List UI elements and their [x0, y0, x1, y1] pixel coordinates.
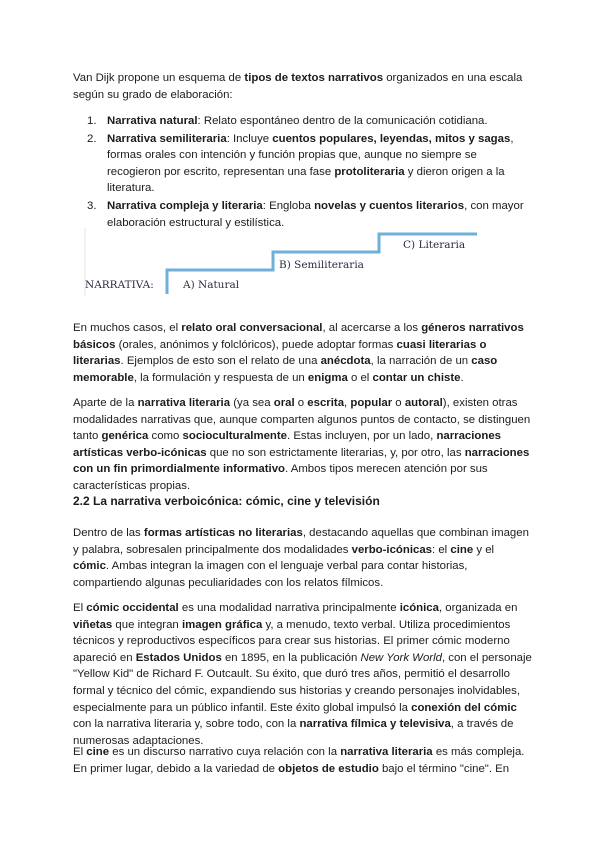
list-number: 2. — [87, 132, 97, 145]
bold-term: tipos de textos narrativos — [244, 72, 384, 84]
text-run: , destacando aquellas que combinan imagen y palabra, sobresalen principalmente dos modalidades — [73, 527, 529, 556]
list-number: 1. — [87, 115, 97, 127]
text-run: : Engloba — [262, 199, 315, 212]
text-run: en 1895, en la publicación — [221, 651, 361, 664]
bold-term: caso memorable — [73, 355, 498, 384]
bold-term: novelas y cuentos literarios — [314, 199, 465, 212]
text-run: que no son estrictamente literarias, y, por otro, las — [206, 446, 465, 459]
text-run: con la narrativa literaria y, sobre todo, con la — [73, 718, 300, 731]
bold-term: escrita — [307, 397, 345, 409]
text-run: : el — [432, 543, 451, 556]
text-run: (orales, anónimos y folclóricos), puede adoptar formas — [115, 338, 397, 351]
bold-term: narraciones con un fin primordialmente informativo — [73, 446, 530, 476]
text-run: , formas orales con intención y función propias que, aunque no siempre se recogieron por escrito, representan una fase — [107, 132, 514, 178]
text-run: , organizada en — [438, 602, 518, 614]
bold-term: Narrativa semiliteraria — [107, 132, 227, 145]
figure-prefix-label: NARRATIVA: — [85, 279, 154, 291]
bold-term: cuentos populares, leyendas, mitos y sagas — [272, 132, 511, 145]
text-run: organizados en una escala según su grado de elaboración: — [73, 72, 523, 101]
paragraph-other-modalities — [73, 395, 533, 495]
bold-term: narrativa literaria — [137, 397, 231, 409]
step-semiliteraria-label: B) Semiliteraria — [279, 259, 364, 271]
text-run: El — [73, 602, 87, 614]
bold-term: anécdota — [320, 355, 371, 368]
step-literaria-label: C) Literaria — [403, 239, 466, 251]
bold-term: cuasi literarias o literarias — [73, 338, 487, 368]
bold-term: narrativa fílmica y televisiva — [299, 718, 451, 731]
text-run: : Incluye — [226, 132, 273, 145]
bold-term: autoral — [404, 397, 443, 409]
narrative-types-list — [73, 113, 533, 232]
paragraph-oral-narrative — [73, 320, 533, 386]
text-run: es un discurso narrativo cuya relación con la — [109, 746, 341, 758]
bold-term: icónica — [399, 602, 439, 614]
text-run: El — [73, 746, 87, 758]
bold-term: objetos de estudio — [278, 762, 379, 775]
bold-term: géneros narrativos básicos — [73, 322, 524, 351]
text-run: En muchos casos, el — [73, 322, 182, 334]
bold-term: cómic — [73, 560, 106, 573]
text-run: o — [294, 397, 308, 409]
text-run: Van Dijk propone un esquema de — [73, 72, 245, 84]
bold-term: Narrativa natural — [107, 115, 198, 127]
bold-term: cómic occidental — [86, 602, 179, 614]
bold-term: enigma — [307, 371, 348, 384]
bold-term: formas artísticas no literarias — [143, 527, 303, 539]
bold-term: cine — [86, 746, 110, 758]
intro-paragraph — [73, 70, 533, 103]
text-run: . Estas incluyen, por un lado, — [287, 430, 437, 443]
text-run: . — [460, 371, 464, 384]
text-run: bajo el término "cine". En — [378, 762, 510, 775]
paragraph-cinema — [73, 744, 533, 777]
bold-term: Narrativa compleja y literaria — [107, 199, 263, 212]
list-text — [107, 115, 488, 127]
text-run: (ya sea — [230, 397, 274, 409]
text-run: o — [392, 397, 405, 409]
narrative-scale-figure — [81, 222, 481, 302]
text-run: : Relato espontáneo dentro de la comunicación cotidiana. — [197, 115, 488, 127]
bold-term: cine — [450, 543, 474, 556]
italic-term: New York World — [360, 651, 442, 664]
bold-term: verbo-icónicas — [351, 543, 433, 556]
text-run: y, a menudo, texto verbal. Utiliza procedimientos técnicos y reproductivos específicos para crear sus historias. El primer cómic moderno apareció en — [73, 618, 511, 664]
text-run: Aparte de la — [73, 397, 138, 409]
bold-term: imagen gráfica — [181, 618, 263, 631]
text-run: y dieron origen a la literatura. — [107, 165, 505, 195]
section-heading: 2.2 La narrativa verboicónica: cómic, cine y televisión — [73, 494, 380, 508]
step-natural-label: A) Natural — [183, 279, 240, 291]
text-run: , a través de numerosas adaptaciones. — [73, 718, 514, 747]
text-run: y el — [473, 543, 495, 556]
list-item — [73, 131, 533, 197]
bold-term: genérica — [101, 430, 149, 443]
list-text — [107, 133, 513, 195]
text-run: , con mayor elaboración estructural y estilística. — [107, 199, 524, 229]
bold-term: Estados Unidos — [135, 651, 222, 664]
text-run: , con el personaje "Yellow Kid" de Richard F. Outcault. Su éxito, que duró tres años, permitió el desarrollo formal y técnico del cómic, expandiendo sus historias y creando personajes inolvidables, especialmente para un público infantil. Este éxito global impulsó la — [73, 651, 532, 714]
bold-term: narraciones artísticas verbo-icónicas — [73, 430, 502, 459]
text-run: , la formulación y respuesta de un — [133, 371, 308, 384]
text-run: que integran — [112, 618, 182, 631]
bold-term: popular — [350, 397, 393, 409]
text-run: , la narración de un — [370, 355, 472, 368]
bold-term: protoliteraria — [334, 165, 405, 178]
list-item — [73, 113, 533, 130]
text-run: Dentro de las — [73, 527, 144, 539]
bold-term: contar un chiste — [372, 371, 461, 384]
text-run: ), existen otras modalidades narrativas que, aunque comparten algunos puntos de contacto, se distinguen tanto — [73, 397, 531, 443]
text-run: como — [148, 430, 183, 443]
bold-term: narrativa literaria — [340, 746, 433, 758]
text-run: , — [344, 397, 351, 409]
bold-term: conexión del cómic — [411, 701, 517, 714]
text-run: es una modalidad narrativa principalmente — [178, 602, 400, 614]
list-number: 3. — [87, 199, 97, 212]
text-run: . Ejemplos de esto son el relato de una — [120, 355, 321, 368]
text-run: es más compleja. En primer lugar, debido a la variedad de — [73, 746, 525, 775]
paragraph-verbo-iconic — [73, 525, 533, 591]
bold-term: relato oral conversacional — [181, 322, 323, 334]
bold-term: oral — [273, 397, 295, 409]
text-run: . Ambos tipos merecen atención por sus características propias. — [73, 463, 488, 492]
text-run: , al acercarse a los — [322, 322, 422, 334]
bold-term: socioculturalmente — [182, 430, 287, 443]
bold-term: viñetas — [73, 618, 113, 631]
text-run: o el — [347, 371, 373, 384]
text-run: . Ambas integran la imagen con el lenguaje verbal para contar historias, compartiendo algunas peculiaridades con los relatos fílmicos. — [73, 560, 468, 589]
paragraph-comic — [73, 600, 533, 749]
